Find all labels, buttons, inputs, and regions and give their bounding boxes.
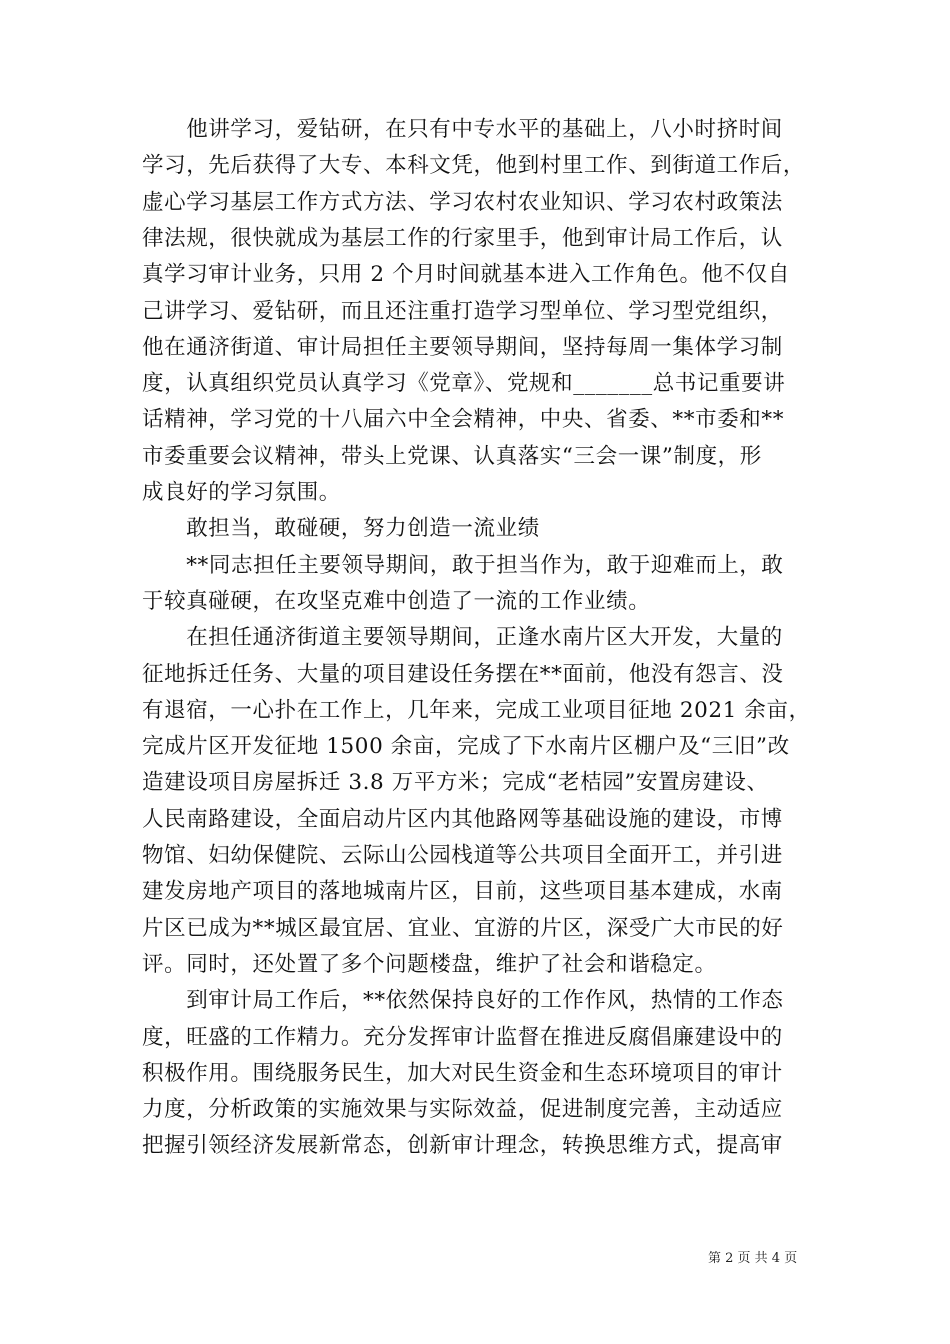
text-line: 他讲学习，爱钻研，在只有中专水平的基础上，八小时挤时间 [142,117,783,142]
text-line: 成良好的学习氛围。 [142,480,341,505]
text-line: 敢担当，敢碰硬，努力创造一流业绩 [142,516,540,542]
text-line: 市委重要会议精神，带头上党课、认真落实“三会一课”制度，形 [142,443,762,469]
text-line: 到审计局工作后，**依然保持良好的工作作风，热情的工作态 [142,988,784,1014]
text-line: 积极作用。围绕服务民生，加大对民生资金和生态环境项目的审计 [142,1060,783,1086]
text-line: 度，旺盛的工作精力。充分发挥审计监督在推进反腐倡廉建设中的 [142,1024,783,1050]
text-line: 度，认真组织党员认真学习《党章》、党规和_______总书记重要讲 [142,371,786,397]
text-line: 评。同时，还处置了多个问题楼盘，维护了社会和谐稳定。 [142,951,717,977]
text-line: 虚心学习基层工作方式方法、学习农村农业知识、学习农村政策法 [142,189,783,215]
text-line: 造建设项目房屋拆迁 3.8 万平方米；完成“老桔园”安置房建设、 [142,770,769,796]
text-line: 完成片区开发征地 1500 余亩，完成了下水南片区棚户及“三旧”改 [142,734,790,760]
page-number: 第 2 页 共 4 页 [708,1251,798,1266]
text-line: 建发房地产项目的落地城南片区，目前，这些项目基本建成，水南 [142,879,783,905]
text-line: 他在通济街道、审计局担任主要领导期间，坚持每周一集体学习制 [142,334,783,360]
text-line: 力度，分析政策的实施效果与实际效益，促进制度完善，主动适应 [142,1097,783,1123]
text-line: 人民南路建设，全面启动片区内其他路网等基础设施的建设，市博 [142,806,783,832]
text-line: 片区已成为**城区最宜居、宜业、宜游的片区，深受广大市民的好 [142,915,784,941]
text-line: 话精神，学习党的十八届六中全会精神，中央、省委、**市委和** [142,407,785,433]
text-line: 于较真碰硬，在攻坚克难中创造了一流的工作业绩。 [142,588,651,614]
text-line: 律法规，很快就成为基层工作的行家里手，他到审计局工作后，认 [142,225,783,251]
text-line: 真学习审计业务，只用 2 个月时间就基本进入工作角色。他不仅自 [142,262,790,288]
text-line: 把握引领经济发展新常态，创新审计理念，转换思维方式，提高审 [142,1133,783,1159]
text-line: 有退宿，一心扑在工作上，几年来，完成工业项目征地 2021 余亩， [142,697,811,723]
text-line: 物馆、妇幼保健院、云际山公园栈道等公共项目全面开工，并引进 [142,843,783,868]
text-line: 学习，先后获得了大专、本科文凭，他到村里工作、到街道工作后， [142,153,806,179]
text-line: 征地拆迁任务、大量的项目建设任务摆在**面前，他没有怨言、没 [142,661,784,687]
text-line: 己讲学习、爱钻研，而且还注重打造学习型单位、学习型党组织， [142,298,783,324]
text-line: **同志担任主要领导期间，敢于担当作为，敢于迎难而上，敢 [142,552,784,578]
text-line: 在担任通济街道主要领导期间，正逢水南片区大开发，大量的 [142,625,783,651]
